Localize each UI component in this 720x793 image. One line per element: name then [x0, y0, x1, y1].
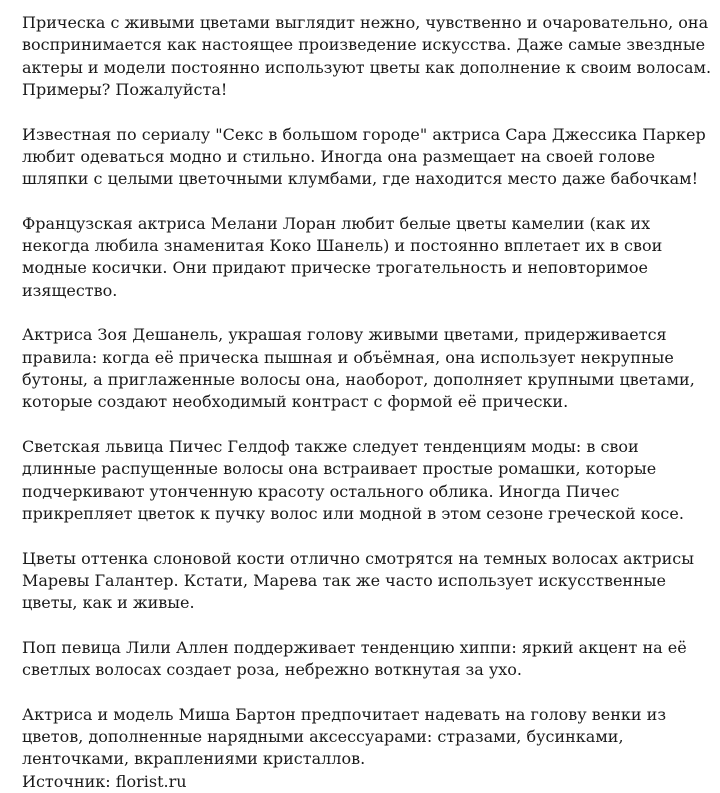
article-paragraph: Актриса и модель Миша Бартон предпочитает надевать на голову венки из цветов, дополненные нарядными аксессуарами: стразами, бусинками, ленточками, вкраплениями кристаллов.	[22, 704, 667, 769]
article-paragraph: Светская львица Пичес Гелдоф также следует тенденциям моды: в свои длинные распущенные волосы она встраивает простые ромашки, которые подчеркивают утонченную красоту остального облика. Иногда Пичес прикрепляет цветок к пучку волос или модной в этом сезоне греческой косе.	[22, 437, 684, 523]
source-credit: Источник: florist.ru	[22, 771, 187, 791]
article-paragraph: Известная по сериалу "Секс в большом городе" актриса Сара Джессика Паркер любит одеваться модно и стильно. Иногда она размещает на своей голове шляпки с целыми цветочными клумбами, где находится место даже бабочкам!	[22, 124, 706, 189]
article-paragraph: Прическа с живыми цветами выглядит нежно, чувственно и очаровательно, она воспринимается как настоящее произведение искусства. Даже самые звездные актеры и модели постоянно используют цветы как дополнение к своим волосам. Примеры? Пожалуйста!	[22, 13, 712, 99]
article-paragraph: Цветы оттенка слоновой кости отлично смотрятся на темных волосах актрисы Маревы Галантер. Кстати, Марева так же часто использует искусственные цветы, как и живые.	[22, 548, 694, 613]
article-paragraph: Поп певица Лили Аллен поддерживает тенденцию хиппи: яркий акцент на её светлых волосах создает роза, небрежно воткнутая за ухо.	[22, 637, 687, 680]
article-body	[22, 12, 714, 793]
article-paragraph: Французская актриса Мелани Лоран любит белые цветы камелии (как их некогда любила знаменитая Коко Шанель) и постоянно вплетает их в свои модные косички. Они придают прическе трогательность и неповторимое изящество.	[22, 213, 663, 300]
article-paragraph: Актриса Зоя Дешанель, украшая голову живыми цветами, придерживается правила: когда её прическа пышная и объёмная, она использует некрупные бутоны, а приглаженные волосы она, наоборот, дополняет крупными цветами, которые создают необходимый контраст с формой её прически.	[22, 325, 695, 412]
